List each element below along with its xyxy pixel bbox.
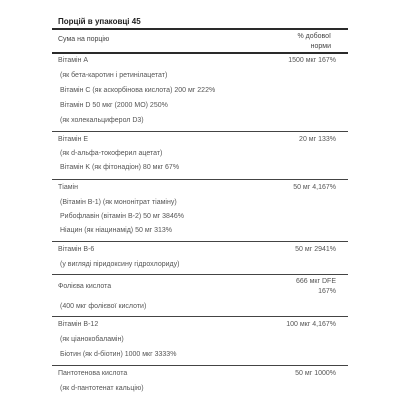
nutrient-line: Вітамін D 50 мкг (2000 МО) 250% [60,102,168,109]
section-vitamin-a [52,53,348,131]
nutrient-name: Пантотенова кислота [58,370,128,377]
nutrient-detail: (400 мкг фолієвої кислоти) [60,303,147,310]
section-vitamin-b6 [52,242,348,274]
nutrient-name: Вітамін B-6 [58,246,95,253]
nutrient-line: Ніацин (як ніацинамід) 50 мг 313% [60,227,173,234]
nutrient-amount: 100 мкг 4,167% [286,321,336,328]
nutrient-detail: (Вітамін B-1) (як мононітрат тіаміну) [60,199,177,206]
nutrient-amount-line1: 666 мкг DFE [296,278,336,285]
nutrient-amount-line2: 167% [318,288,336,295]
top-divider [52,28,348,30]
nutrient-line: Вітамін C (як аскорбінова кислота) 200 мг 222% [60,87,216,94]
nutrient-detail: (у вигляді піридоксину гідрохлориду) [60,261,180,268]
nutrient-detail: (як d-пантотенат кальцію) [60,385,144,392]
nutrient-amount: 50 мг 2941% [295,246,336,253]
nutrient-amount [296,277,336,297]
nutrient-name: Фолієва кислота [58,283,112,290]
nutrient-amount: 50 мг 1000% [295,370,336,377]
nutrient-amount: 1500 мкг 167% [288,57,336,64]
nutrient-name: Тіамін [58,184,78,191]
nutrient-amount: 20 мг 133% [299,136,336,143]
nutrient-line: Рибофлавін (вітамін B-2) 50 мг 3846% [60,213,184,220]
daily-value-header-line2: норми [310,43,331,50]
section-thiamine [52,180,348,241]
nutrient-line: Біотин (як d-біотин) 1000 мкг 3333% [60,351,177,358]
section-vitamin-e [52,132,348,179]
nutrient-line: Вітамін K (як фітонадіон) 80 мкг 67% [60,164,180,171]
amount-per-serving-header: Сума на порцію [58,36,110,43]
nutrient-name: Вітамін E [58,136,89,143]
daily-value-header-line1: % добової [297,33,331,40]
nutrient-detail: (як холекальциферол D3) [60,117,144,124]
nutrient-detail: (як d-альфа-токоферил ацетат) [60,150,163,157]
daily-value-header [297,32,331,52]
section-pantothenic-acid [52,366,348,398]
section-vitamin-b12 [52,317,348,365]
nutrient-name: Вітамін B-12 [58,321,99,328]
nutrient-amount: 50 мг 4,167% [293,184,336,191]
nutrient-detail: (як бета-каротин і ретинілацетат) [60,72,168,79]
section-folic-acid [52,275,348,316]
nutrient-name: Вітамін A [58,57,89,64]
servings-per-container: Порцій в упаковці 45 [58,17,141,26]
nutrient-detail: (як ціанокобаламін) [60,336,124,343]
